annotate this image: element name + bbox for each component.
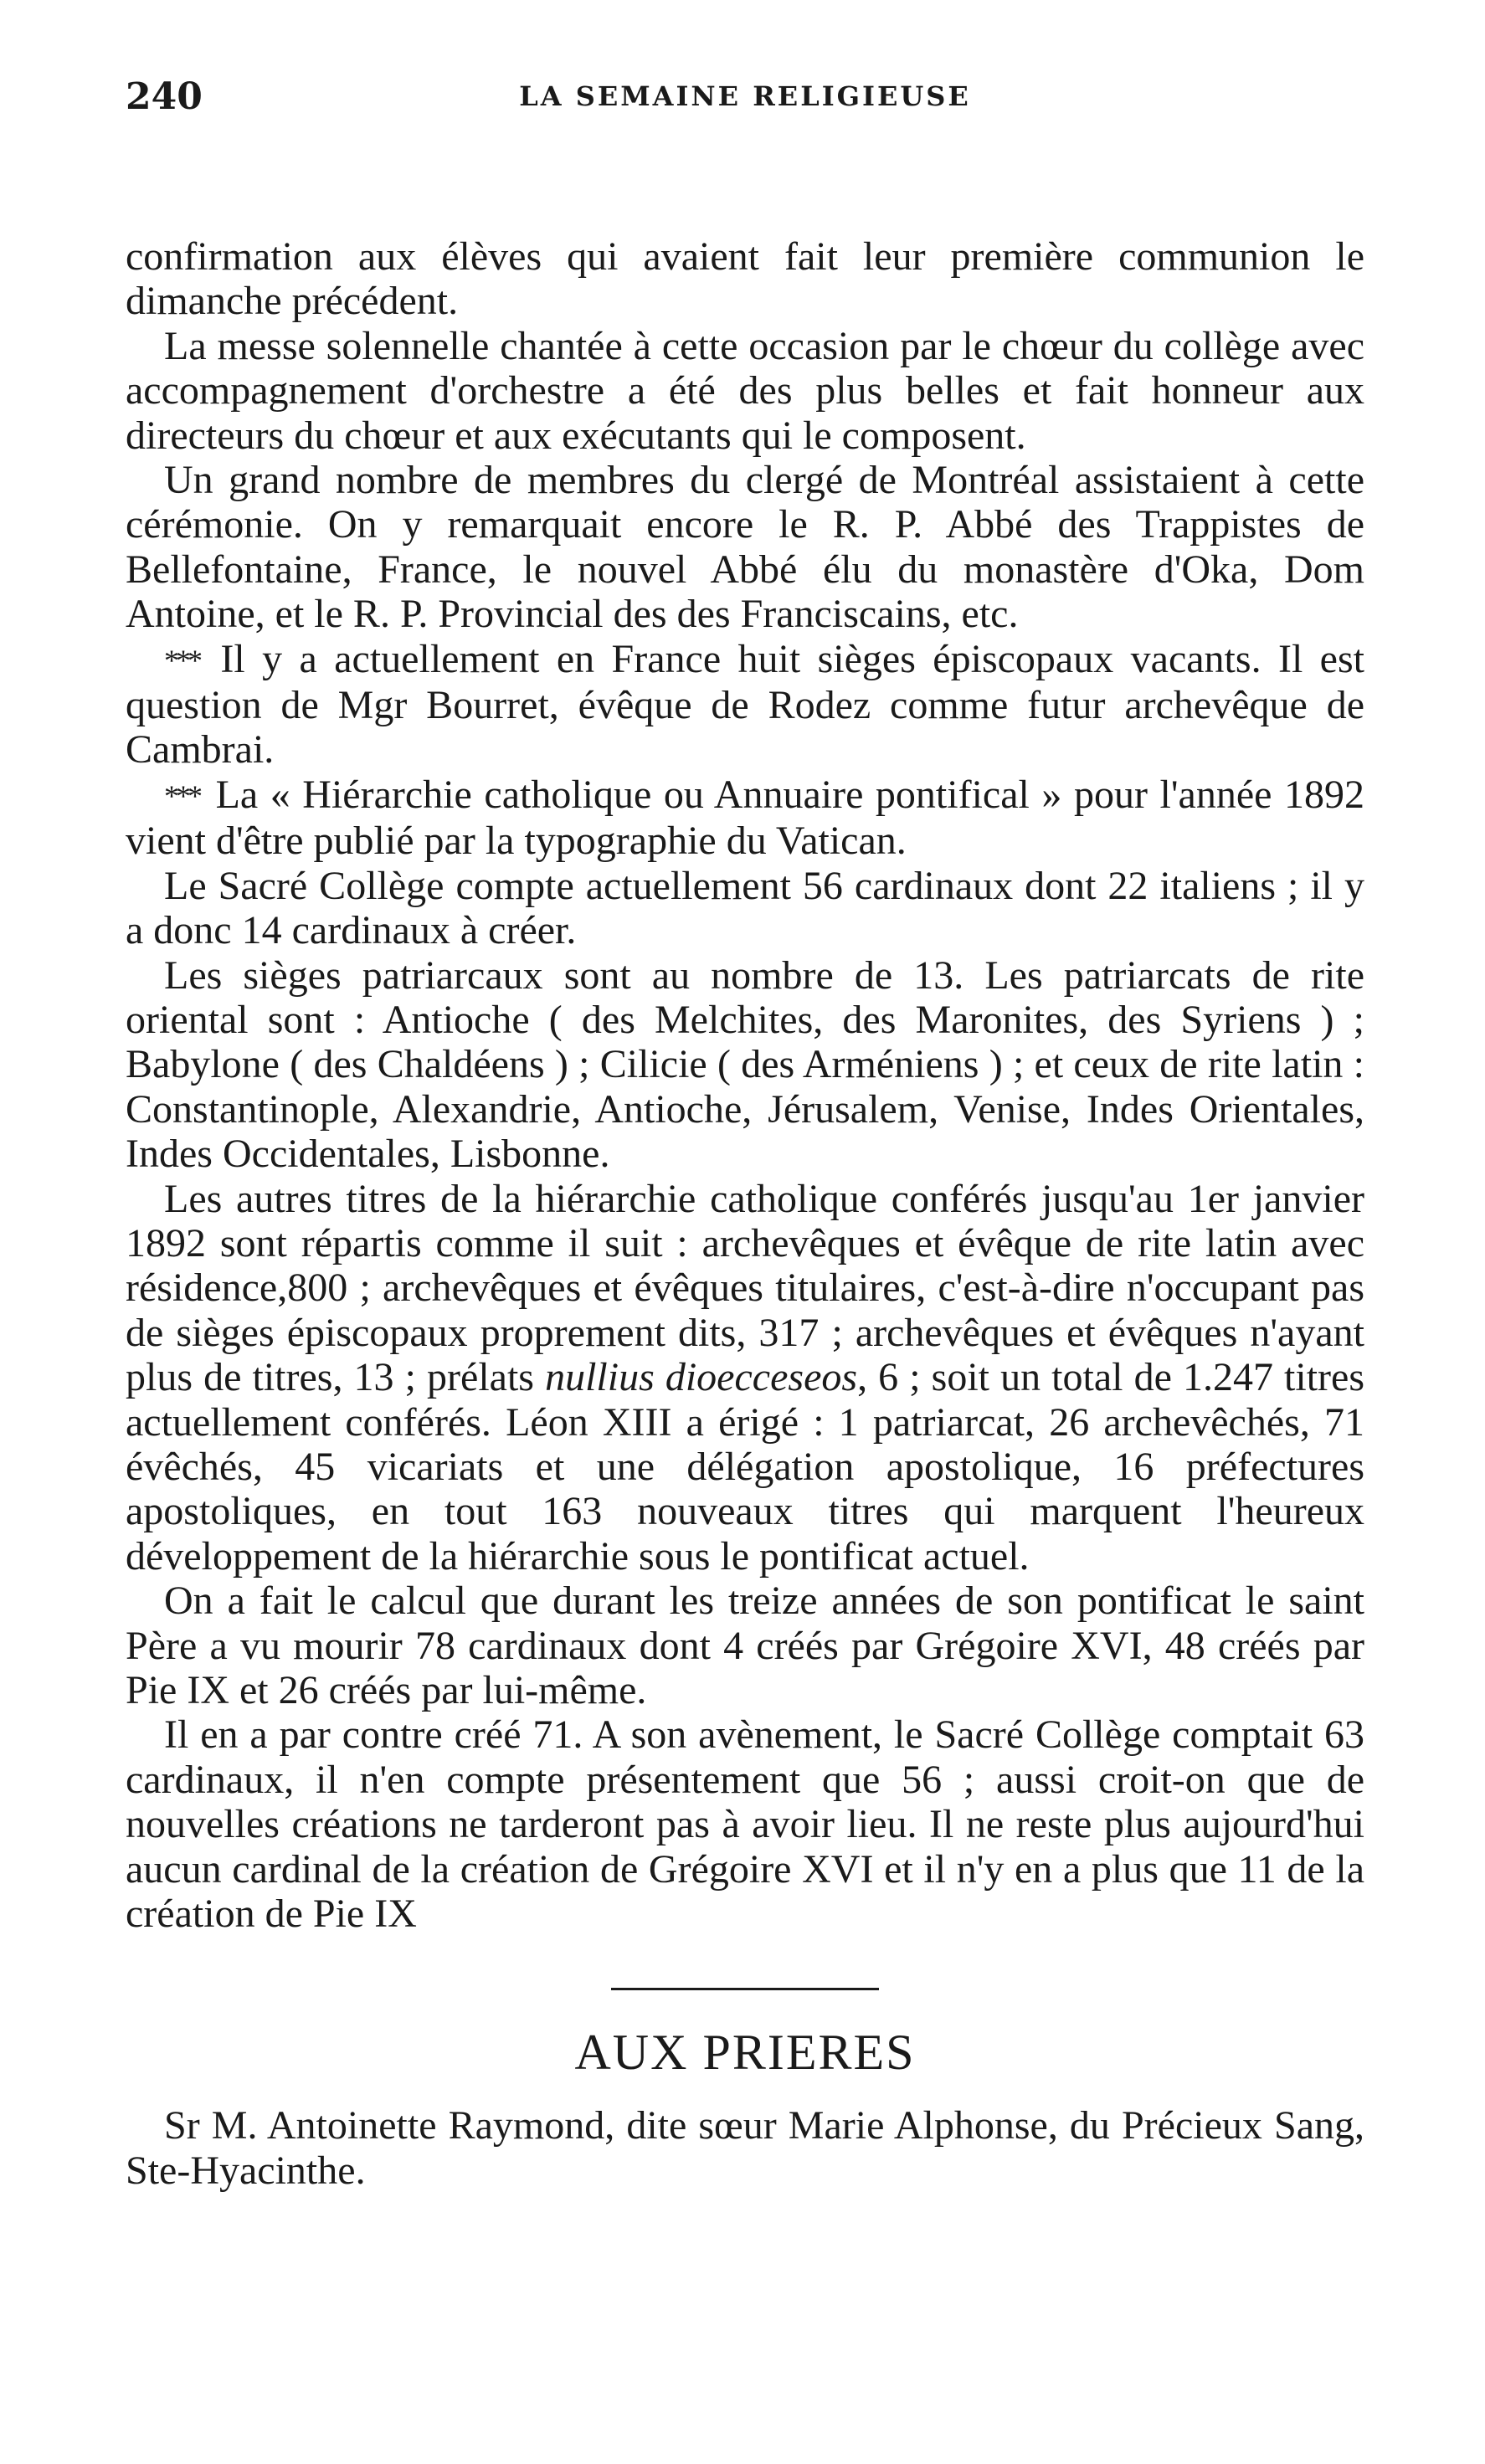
paragraph-cardinals-created: Il en a par contre créé 71. A son avènement, le Sacré Collège comptait 63 cardinaux, il n'en compte présentement que 56 ; aussi croit-on que de nouvelles créations ne tarderont pas à avoir lieu. Il ne reste plus aujourd'hui aucun cardinal de la création de Grégoire XVI et il n'y en a plus que 11 de la création de Pie IX [126, 1712, 1364, 1937]
paragraph-vacant-sees [126, 637, 1364, 773]
paragraph-hierarchy-titles [126, 1177, 1364, 1579]
paragraph-clergy: Un grand nombre de membres du clergé de Montréal assistaient à cette cérémonie. On y remarquait encore le R. P. Abbé des Trappistes de Bellefontaine, France, le nouvel Abbé élu du monastère d'Oka, Dom Antoine, et le R. P. Provincial des des Franciscains, etc. [126, 458, 1364, 637]
hierarchy-text-part-a: Les autres titres de la hiérarchie catholique conférés jusqu'au 1er janvier 1892 sont répartis comme il suit : archevêques et évêque de rite latin avec résidence,800 ; archevêques et évêques titulaires, c'est-à-dire n'occupant pas de sièges épiscopaux proprement dits, 317 ; archevêques et évêques n'ayant plus de titres, 13 ; prélats [126, 1176, 1364, 1400]
vacant-sees-text: Il y a actuellement en France huit sièges épiscopaux vacants. Il est question de Mgr Bourret, évêque de Rodez comme futur archevêque de Cambrai. [126, 636, 1365, 773]
paragraph-mass: La messe solennelle chantée à cette occasion par le chœur du collège avec accompagnement d'orchestre a été des plus belles et fait honneur aux directeurs du chœur et aux exécutants qui le composent. [126, 323, 1364, 458]
article-body [126, 234, 1364, 1936]
paragraph-patriarchal-sees: Les sièges patriarcaux sont au nombre de 13. Les patriarcats de rite oriental sont : Antioche ( des Melchites, des Maronites, des Syriens ) ; Babylone ( des Chaldéens ) ; Cilicie ( des Arméniens ) ; et ceux de rite latin : Constantinople, Alexandrie, Antioche, Jérusalem, Venise, Indes Orientales, Indes Occidentales, Lisbonne. [126, 952, 1364, 1177]
page-number: 240 [126, 75, 203, 118]
paragraph-annuaire [126, 773, 1364, 864]
journal-title: LA SEMAINE RELIGIEUSE [519, 80, 971, 112]
hierarchy-text-part-b: , 6 ; soit un total de 1.247 titres actuellement conférés. Léon XIII a érigé : 1 patriarcat, 26 archevêchés, 71 évêchés, 45 vicariats et une délégation apostolique, 16 préfectures apostoliques, en tout 163 nouveaux titres qui marquent l'heureux développement de la hiérarchie sous le pontificat actuel. [126, 1355, 1365, 1578]
prayers-notice: Sr M. Antoinette Raymond, dite sœur Marie Alphonse, du Précieux Sang, Ste-Hyacinthe. [126, 2103, 1364, 2193]
paragraph-sacred-college: Le Sacré Collège compte actuellement 56 cardinaux dont 22 italiens ; il y a donc 14 cardinaux à créer. [126, 863, 1364, 953]
page [126, 75, 1364, 2233]
section-divider [611, 1988, 879, 1990]
paragraph-cardinals-deaths: On a fait le calcul que durant les treize années de son pontificat le saint Père a vu mourir 78 cardinaux dont 4 créés par Grégoire XVI, 48 créés par Pie IX et 26 créés par lui-même. [126, 1578, 1364, 1712]
prayers-title: AUX PRIERES [574, 2025, 916, 2081]
asterism-mark: *** [164, 778, 206, 813]
running-head [126, 75, 1364, 142]
paragraph-confirmation: confirmation aux élèves qui avaient fait leur première communion le dimanche précédent. [126, 234, 1364, 324]
annuaire-text: La « Hiérarchie catholique ou Annuaire pontifical » pour l'année 1892 vient d'être publié par la typographie du Vatican. [126, 772, 1364, 864]
asterism-mark: *** [164, 643, 211, 677]
hierarchy-text-italic: nullius dioecceseos [545, 1355, 858, 1400]
